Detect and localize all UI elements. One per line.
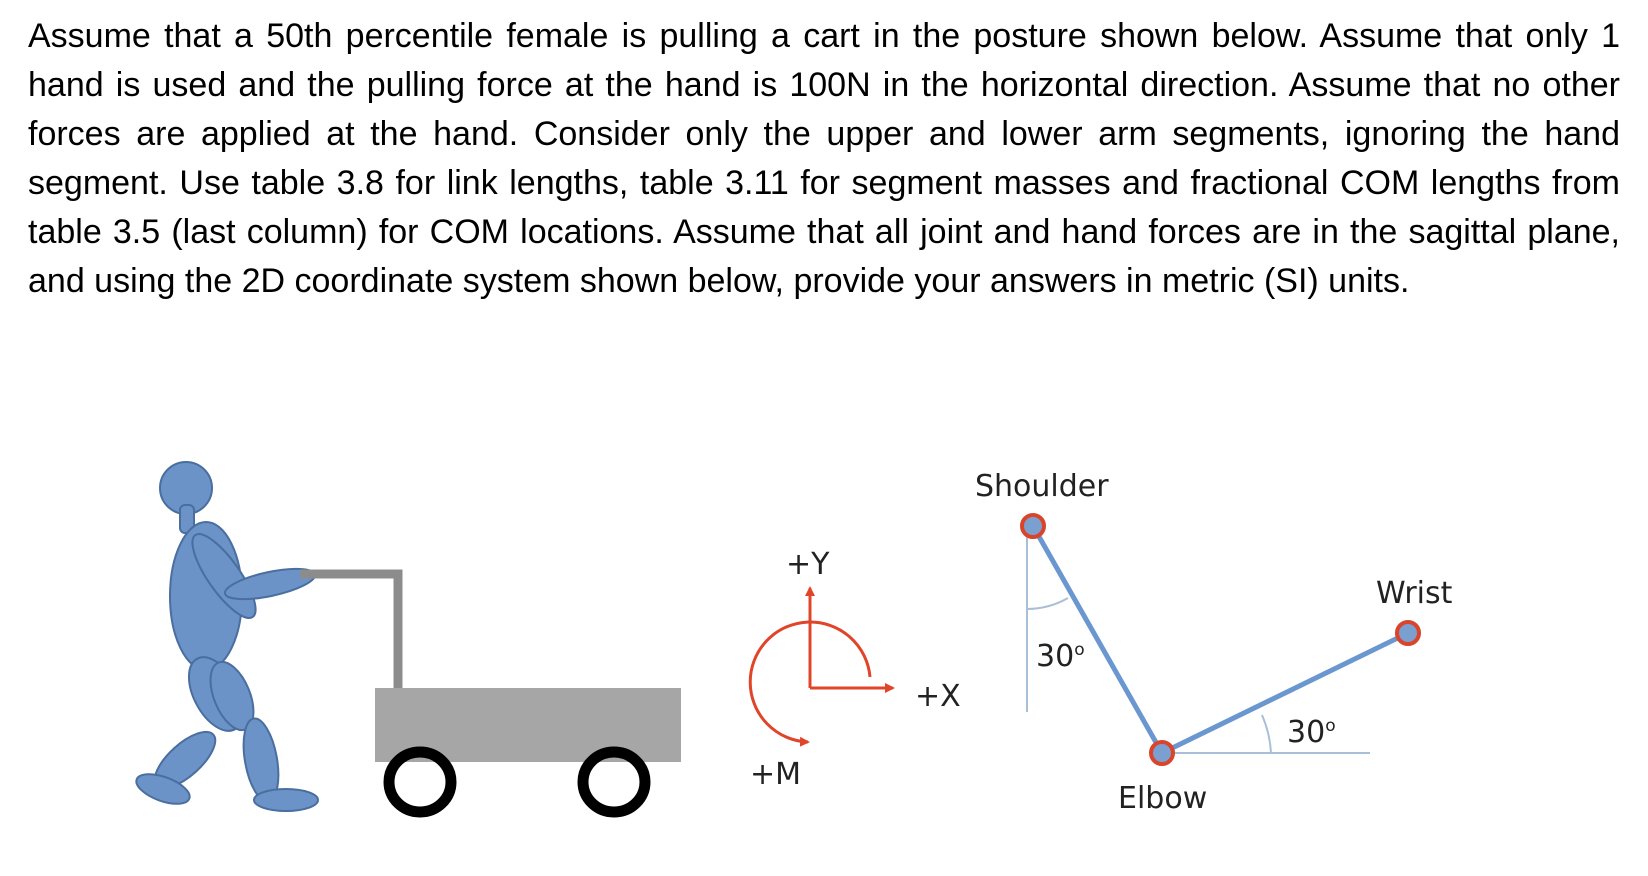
forearm-degree-symbol: o — [1325, 716, 1336, 736]
upper-arm-angle-label — [1036, 639, 1085, 674]
arm-diagram — [975, 469, 1453, 816]
person-foot-front — [254, 789, 318, 811]
cart-handle — [300, 574, 398, 688]
forearm-angle-value: 30 — [1287, 715, 1326, 750]
coordinate-system — [750, 547, 961, 792]
forearm-segment — [1162, 633, 1408, 753]
moment-label: +M — [750, 757, 802, 792]
wrist-joint — [1397, 622, 1419, 644]
x-axis-label: +X — [915, 679, 961, 714]
wrist-label: Wrist — [1376, 576, 1453, 611]
shoulder-label: Shoulder — [975, 469, 1109, 504]
shoulder-joint — [1022, 515, 1044, 537]
cart — [300, 574, 681, 812]
forearm-angle-arc — [1262, 715, 1271, 753]
forearm-angle-label — [1287, 715, 1336, 750]
y-axis-label: +Y — [786, 547, 830, 582]
elbow-label: Elbow — [1118, 781, 1208, 816]
person-figure — [133, 462, 318, 811]
upper-arm-degree-symbol: o — [1074, 640, 1085, 660]
upper-arm-angle-value: 30 — [1036, 639, 1075, 674]
problem-statement: Assume that a 50th percentile female is pulling a cart in the posture shown below. Assume that only 1 hand is used and the pulling force at the hand is 100N in the horizontal direction. Assume that no other forces are applied at the hand. Consider only the upper and lower arm segments, ignoring the hand segment. Use table 3.8 for link lengths, table 3.11 for segment masses and fractional COM lengths from table 3.5 (last column) for COM locations. Assume that all joint and hand forces are in the sagittal plane, and using the 2D coordinate system shown below, provide your answers in metric (SI) units. — [28, 17, 1620, 300]
upper-arm-angle-arc — [1027, 598, 1068, 609]
elbow-joint — [1151, 742, 1173, 764]
